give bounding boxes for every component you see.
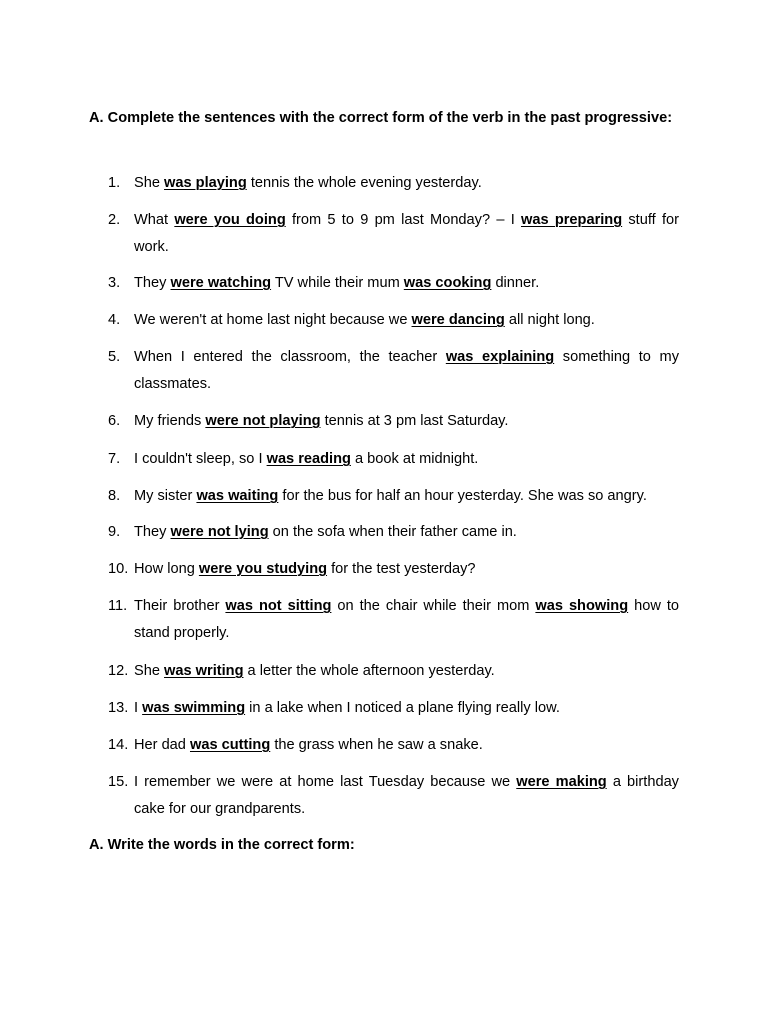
item-sentence xyxy=(134,344,679,397)
item-sentence xyxy=(134,408,679,435)
sentence-text: all night long. xyxy=(504,312,595,328)
sentence-text: What xyxy=(134,212,175,228)
answer-verb: were watching xyxy=(170,275,272,291)
sentence-text: How long xyxy=(134,561,199,577)
sentence-text: Their brother xyxy=(134,598,226,614)
sentence-text: from 5 to 9 pm last Monday? – I xyxy=(285,212,521,228)
item-number: 13. xyxy=(108,700,129,716)
sentence-text: how to stand properly. xyxy=(134,598,679,641)
item-number: 15. xyxy=(108,774,129,790)
sentence-text: They xyxy=(134,524,171,540)
answer-verb: were you studying xyxy=(198,561,328,577)
answer-verb: was waiting xyxy=(196,488,279,504)
answer-verb: was reading xyxy=(266,451,351,467)
sentence-text: My friends xyxy=(134,413,206,429)
sentence-text: on the sofa when their father came in. xyxy=(268,524,517,540)
sentence-text: I couldn't sleep, so I xyxy=(134,451,267,467)
sentence-text: When I entered the classroom, the teacher xyxy=(134,349,446,365)
sentence-text: We weren't at home last night because we xyxy=(134,312,412,328)
sentence-text: I xyxy=(134,700,143,716)
item-sentence xyxy=(134,732,679,759)
sentence-text: My sister xyxy=(134,488,197,504)
answer-verb: was cooking xyxy=(403,275,492,291)
section-b-heading: A. Write the words in the correct form: xyxy=(89,837,355,853)
sentence-text: on the chair while their mom xyxy=(331,598,536,614)
item-number: 3. xyxy=(108,275,121,291)
item-number: 12. xyxy=(108,663,129,679)
sentence-text: She xyxy=(134,175,165,191)
sentence-text: a book at midnight. xyxy=(350,451,479,467)
item-sentence xyxy=(134,446,679,473)
item-sentence xyxy=(134,658,679,685)
sentence-text: for the test yesterday? xyxy=(327,561,476,577)
item-number: 9. xyxy=(108,524,121,540)
item-number: 2. xyxy=(108,212,121,228)
item-sentence xyxy=(134,307,679,334)
sentence-text: in a lake when I noticed a plane flying really low. xyxy=(245,700,560,716)
sentence-text: Her dad xyxy=(134,737,190,753)
sentence-text: a birthday cake for our grandparents. xyxy=(134,774,679,817)
answer-verb: were dancing xyxy=(411,312,505,328)
sentence-text: They xyxy=(134,275,171,291)
sentence-text: something to my classmates. xyxy=(134,349,679,392)
item-number: 11. xyxy=(108,598,128,614)
answer-verb: was preparing xyxy=(521,212,623,228)
sentence-text: tennis at 3 pm last Saturday. xyxy=(320,413,509,429)
item-sentence xyxy=(134,593,679,646)
item-number: 14. xyxy=(108,737,129,753)
item-sentence xyxy=(134,483,679,510)
answer-verb: was swimming xyxy=(142,700,246,716)
sentence-text: She xyxy=(134,663,165,679)
item-sentence xyxy=(134,270,679,297)
answer-verb: were not playing xyxy=(205,413,321,429)
item-sentence xyxy=(134,695,679,722)
sentence-text: the grass when he saw a snake. xyxy=(270,737,483,753)
sentence-text: TV while their mum xyxy=(271,275,404,291)
item-sentence xyxy=(134,769,679,822)
item-number: 7. xyxy=(108,451,121,467)
sentence-text: dinner. xyxy=(491,275,540,291)
item-sentence xyxy=(134,556,679,583)
section-a-heading: A. Complete the sentences with the correct form of the verb in the past progressive: xyxy=(89,110,673,126)
item-number: 8. xyxy=(108,488,121,504)
answer-verb: were not lying xyxy=(170,524,269,540)
sentence-text: for the bus for half an hour yesterday. She was so angry. xyxy=(278,488,647,504)
sentence-text: tennis the whole evening yesterday. xyxy=(246,175,482,191)
answer-verb: was playing xyxy=(164,175,247,191)
answer-verb: was explaining xyxy=(445,349,555,365)
item-number: 1. xyxy=(108,175,121,191)
sentence-text: stuff for work. xyxy=(134,212,679,255)
item-number: 4. xyxy=(108,312,121,328)
answer-verb: was not sitting xyxy=(225,598,332,614)
item-number: 5. xyxy=(108,349,121,365)
answer-verb: were you doing xyxy=(174,212,286,228)
sentence-text: a letter the whole afternoon yesterday. xyxy=(243,663,495,679)
item-number: 6. xyxy=(108,413,121,429)
sentence-text: I remember we were at home last Tuesday because we xyxy=(134,774,517,790)
answer-verb: were making xyxy=(516,774,607,790)
item-sentence xyxy=(134,207,679,260)
item-number: 10. xyxy=(108,561,129,577)
answer-verb: was cutting xyxy=(189,737,271,753)
item-sentence xyxy=(134,519,679,546)
answer-verb: was writing xyxy=(164,663,244,679)
item-sentence xyxy=(134,170,679,197)
answer-verb: was showing xyxy=(535,598,629,614)
